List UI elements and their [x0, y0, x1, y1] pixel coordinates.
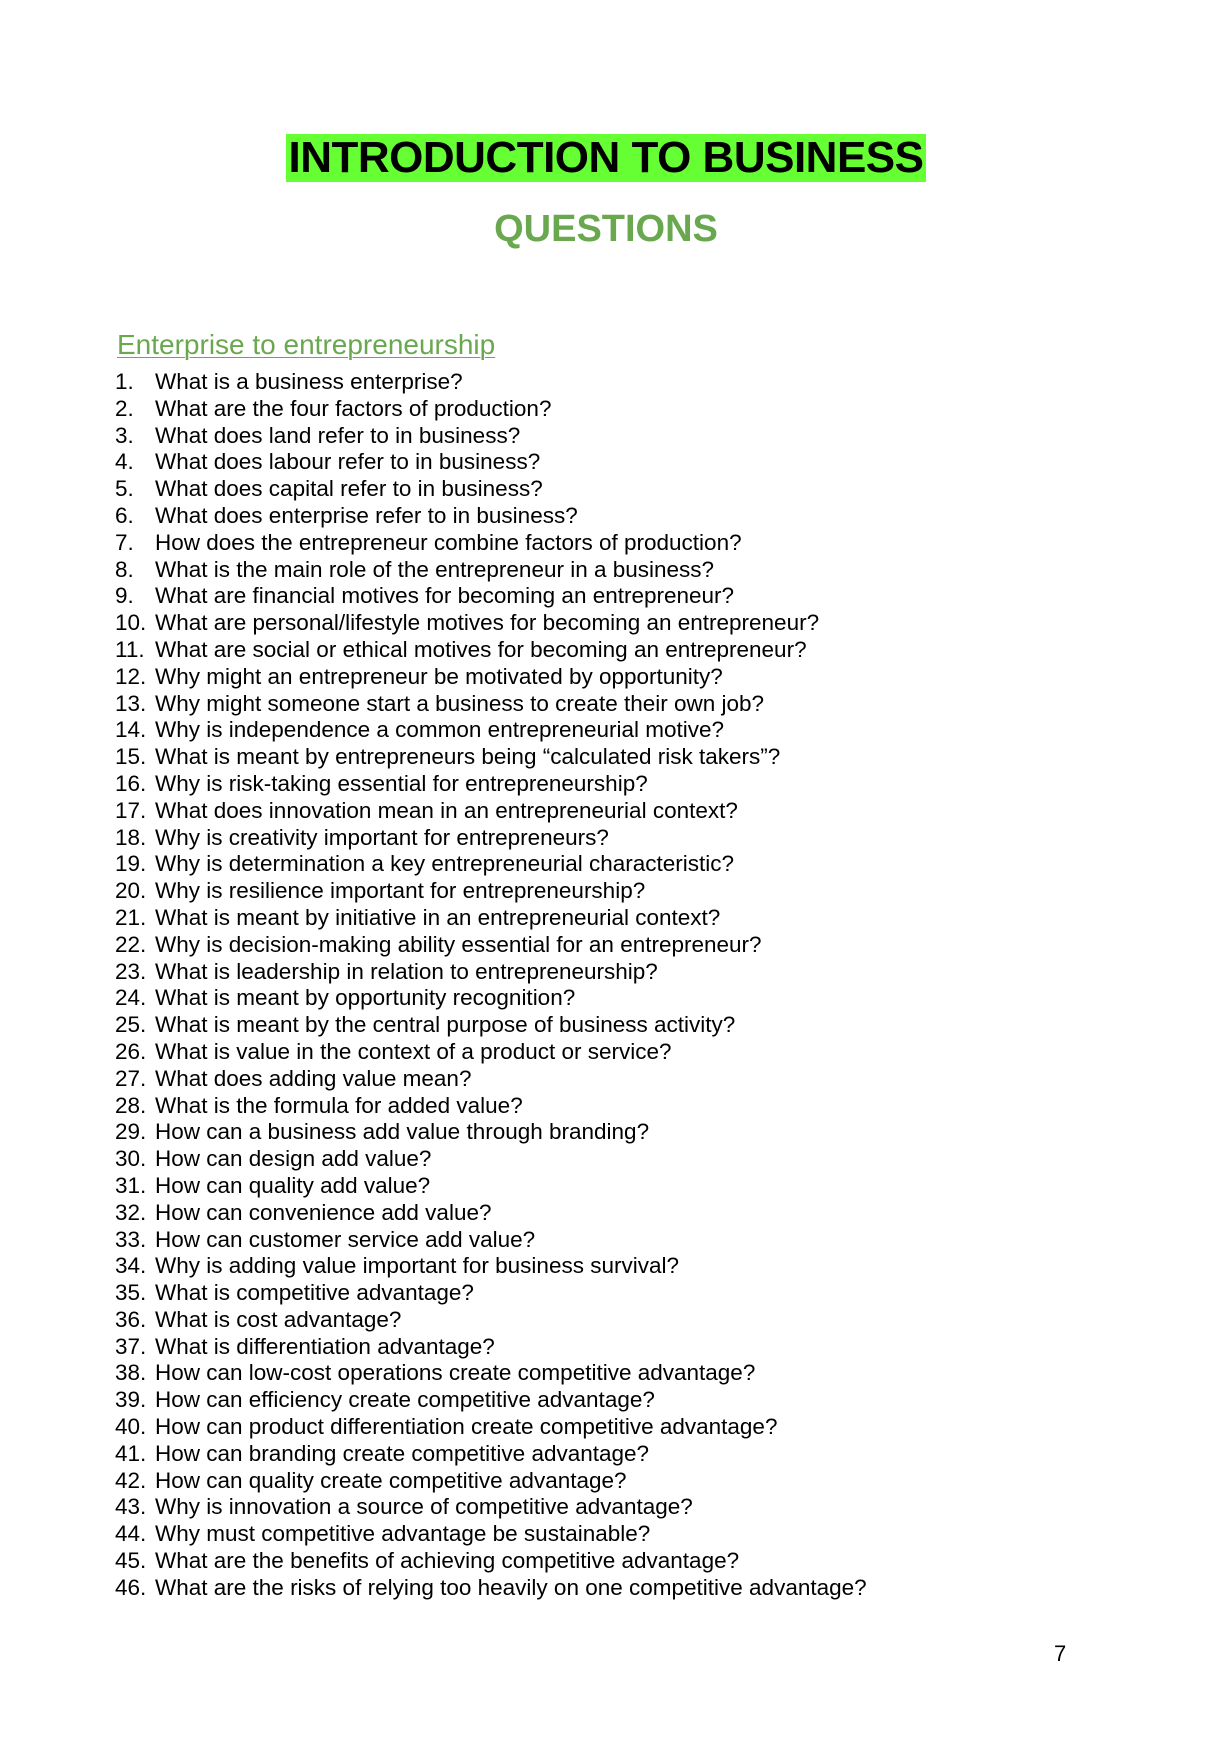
question-item	[115, 878, 867, 905]
question-item	[115, 369, 867, 396]
question-item	[115, 1334, 867, 1361]
question-number: 17.	[115, 797, 147, 823]
question-number: 45.	[115, 1548, 147, 1574]
title-container	[0, 134, 1212, 182]
question-number: 27.	[115, 1065, 147, 1091]
question-text: Why might an entrepreneur be motivated by opportunity?	[155, 663, 723, 689]
question-text: What is differentiation advantage?	[155, 1333, 495, 1359]
question-number: 26.	[115, 1038, 147, 1064]
question-text: What are the risks of relying too heavily on one competitive advantage?	[155, 1574, 867, 1600]
question-number: 18.	[115, 824, 147, 850]
question-text: What is the formula for added value?	[155, 1092, 523, 1118]
question-text: How can quality add value?	[155, 1172, 431, 1198]
question-item	[115, 771, 867, 798]
question-item	[115, 664, 867, 691]
question-text: Why is adding value important for business survival?	[155, 1253, 679, 1279]
question-item	[115, 1039, 867, 1066]
question-list	[115, 369, 867, 1602]
question-item	[115, 1146, 867, 1173]
question-number: 2.	[115, 395, 134, 421]
question-number: 3.	[115, 422, 134, 448]
question-text: What are the benefits of achieving competitive advantage?	[155, 1548, 740, 1574]
question-item	[115, 1093, 867, 1120]
question-number: 12.	[115, 663, 147, 689]
question-text: Why is determination a key entrepreneurial characteristic?	[155, 851, 735, 877]
question-number: 32.	[115, 1199, 147, 1225]
question-item	[115, 691, 867, 718]
question-item	[115, 744, 867, 771]
question-number: 7.	[115, 529, 134, 555]
question-text: What is meant by the central purpose of business activity?	[155, 1012, 736, 1038]
question-number: 41.	[115, 1440, 147, 1466]
question-number: 21.	[115, 904, 147, 930]
question-text: What does enterprise refer to in business?	[155, 502, 578, 528]
question-text: What is meant by opportunity recognition?	[155, 985, 576, 1011]
question-text: What does labour refer to in business?	[155, 449, 541, 475]
document-title: INTRODUCTION TO BUSINESS	[288, 133, 924, 182]
question-number: 30.	[115, 1146, 147, 1172]
question-number: 36.	[115, 1306, 147, 1332]
question-text: What is the main role of the entrepreneur in a business?	[155, 556, 715, 582]
question-number: 19.	[115, 851, 147, 877]
section-heading: Enterprise to entrepreneurship	[117, 329, 496, 360]
document-subtitle: QUESTIONS	[494, 208, 718, 250]
page-number: 7	[1054, 1641, 1067, 1666]
question-text: Why might someone start a business to create their own job?	[155, 690, 765, 716]
question-number: 44.	[115, 1521, 147, 1547]
question-item	[115, 1360, 867, 1387]
question-item	[115, 1521, 867, 1548]
question-text: Why is risk-taking essential for entrepreneurship?	[155, 770, 648, 796]
question-number: 35.	[115, 1280, 147, 1306]
question-number: 4.	[115, 449, 134, 475]
question-text: Why is creativity important for entrepreneurs?	[155, 824, 609, 850]
question-item	[115, 610, 867, 637]
question-item	[115, 1468, 867, 1495]
question-text: How can product differentiation create competitive advantage?	[155, 1414, 778, 1440]
question-number: 1.	[115, 369, 134, 394]
question-number: 22.	[115, 931, 147, 957]
question-text: How can quality create competitive advantage?	[155, 1467, 627, 1493]
question-text: Why is innovation a source of competitive advantage?	[155, 1494, 693, 1520]
question-item	[115, 985, 867, 1012]
question-item	[115, 1307, 867, 1334]
question-item	[115, 1200, 867, 1227]
question-text: How does the entrepreneur combine factors of production?	[155, 529, 742, 555]
question-number: 8.	[115, 556, 134, 582]
question-item	[115, 1119, 867, 1146]
question-text: How can a business add value through branding?	[155, 1119, 650, 1145]
question-item	[115, 1012, 867, 1039]
question-item	[115, 1494, 867, 1521]
question-item	[115, 1173, 867, 1200]
question-item	[115, 423, 867, 450]
question-item	[115, 1253, 867, 1280]
question-number: 11.	[115, 636, 145, 662]
question-text: How can efficiency create competitive advantage?	[155, 1387, 655, 1413]
question-text: How can customer service add value?	[155, 1226, 536, 1252]
question-text: What is leadership in relation to entrepreneurship?	[155, 958, 658, 984]
question-number: 46.	[115, 1574, 147, 1600]
question-text: What does innovation mean in an entrepreneurial context?	[155, 797, 738, 823]
question-text: What are the four factors of production?	[155, 395, 552, 421]
question-number: 14.	[115, 717, 147, 743]
question-item	[115, 1441, 867, 1468]
question-text: What are personal/lifestyle motives for becoming an entrepreneur?	[155, 610, 820, 636]
question-number: 5.	[115, 476, 134, 502]
question-number: 6.	[115, 502, 134, 528]
question-item	[115, 798, 867, 825]
question-text: What are social or ethical motives for becoming an entrepreneur?	[155, 636, 807, 662]
question-text: Why must competitive advantage be sustainable?	[155, 1521, 651, 1547]
question-text: Why is decision-making ability essential for an entrepreneur?	[155, 931, 762, 957]
question-item	[115, 557, 867, 584]
question-text: What is meant by entrepreneurs being “calculated risk takers”?	[155, 744, 781, 770]
question-number: 40.	[115, 1414, 147, 1440]
question-item	[115, 932, 867, 959]
question-number: 25.	[115, 1012, 147, 1038]
question-number: 20.	[115, 878, 147, 904]
question-number: 31.	[115, 1172, 147, 1198]
question-number: 33.	[115, 1226, 147, 1252]
question-number: 13.	[115, 690, 147, 716]
question-item	[115, 905, 867, 932]
question-item	[115, 1227, 867, 1254]
question-item	[115, 396, 867, 423]
question-item	[115, 476, 867, 503]
question-item	[115, 637, 867, 664]
question-item	[115, 1280, 867, 1307]
question-text: How can design add value?	[155, 1146, 432, 1172]
question-item	[115, 1387, 867, 1414]
question-number: 37.	[115, 1333, 147, 1359]
question-number: 9.	[115, 583, 134, 609]
question-number: 43.	[115, 1494, 147, 1520]
question-number: 28.	[115, 1092, 147, 1118]
question-number: 38.	[115, 1360, 147, 1386]
question-item	[115, 530, 867, 557]
question-item	[115, 959, 867, 986]
question-text: How can low-cost operations create competitive advantage?	[155, 1360, 756, 1386]
question-number: 16.	[115, 770, 147, 796]
question-item	[115, 583, 867, 610]
question-text: How can branding create competitive advantage?	[155, 1440, 650, 1466]
question-text: What is competitive advantage?	[155, 1280, 474, 1306]
question-number: 15.	[115, 744, 147, 770]
question-text: What is meant by initiative in an entrepreneurial context?	[155, 904, 721, 930]
question-item	[115, 1414, 867, 1441]
question-number: 10.	[115, 610, 147, 636]
question-item	[115, 1575, 867, 1602]
question-text: What does land refer to in business?	[155, 422, 521, 448]
question-item	[115, 851, 867, 878]
question-text: What does capital refer to in business?	[155, 476, 543, 502]
question-number: 24.	[115, 985, 147, 1011]
question-number: 42.	[115, 1467, 147, 1493]
question-number: 29.	[115, 1119, 147, 1145]
question-text: Why is resilience important for entrepreneurship?	[155, 878, 646, 904]
question-item	[115, 503, 867, 530]
question-item	[115, 825, 867, 852]
question-item	[115, 717, 867, 744]
question-text: Why is independence a common entrepreneurial motive?	[155, 717, 725, 743]
question-number: 34.	[115, 1253, 147, 1279]
question-item	[115, 1066, 867, 1093]
question-number: 39.	[115, 1387, 147, 1413]
question-text: What does adding value mean?	[155, 1065, 472, 1091]
question-text: What is cost advantage?	[155, 1306, 402, 1332]
question-item	[115, 1548, 867, 1575]
question-number: 23.	[115, 958, 147, 984]
question-text: What are financial motives for becoming an entrepreneur?	[155, 583, 735, 609]
question-text: What is value in the context of a product or service?	[155, 1038, 672, 1064]
question-text: How can convenience add value?	[155, 1199, 492, 1225]
question-item	[115, 449, 867, 476]
question-text: What is a business enterprise?	[155, 369, 463, 394]
